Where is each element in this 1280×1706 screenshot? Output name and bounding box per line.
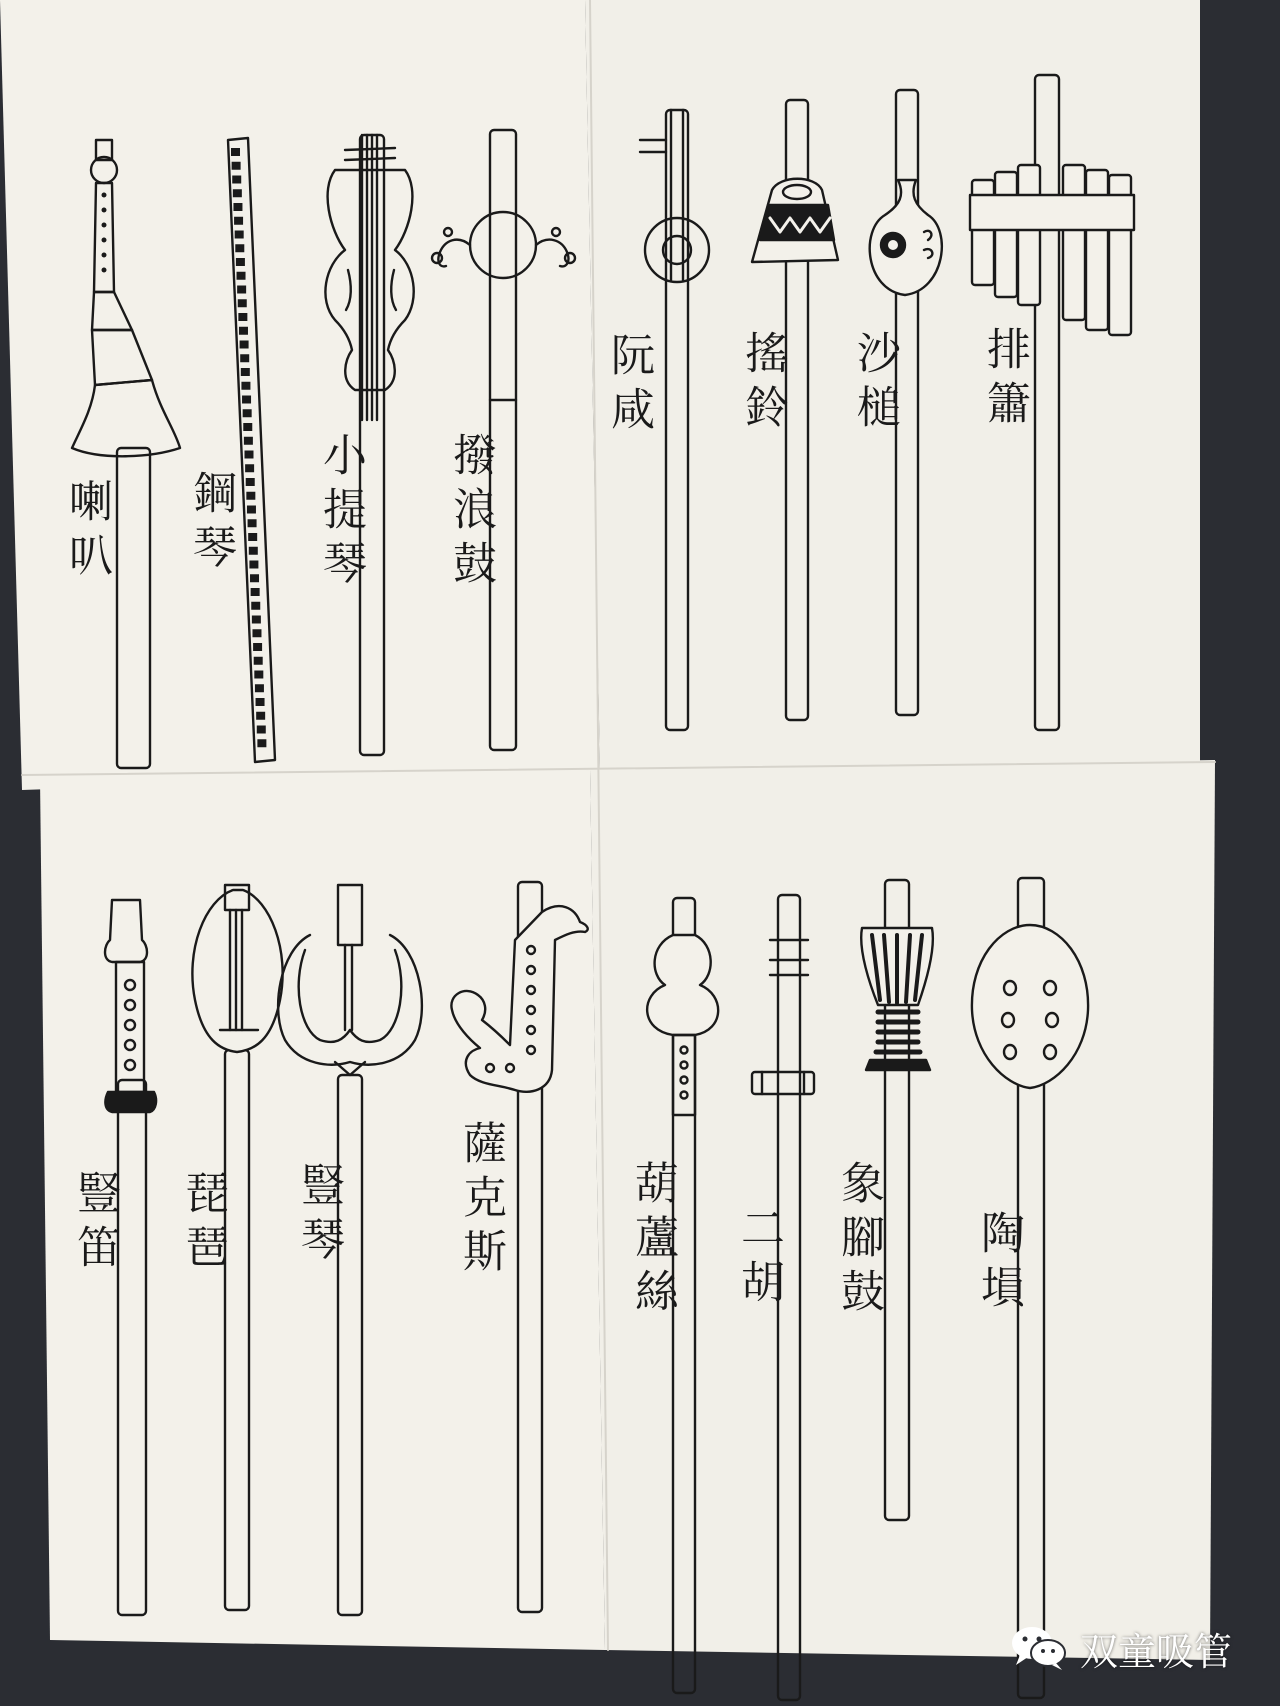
piano-black-key [243,409,252,417]
label-hulusi: 葫蘆絲 [627,1160,678,1322]
piano-black-key [233,189,242,197]
piano-black-key [257,739,266,747]
paper-bottom-right [590,760,1215,1660]
label-ruan: 阮咸 [603,332,654,440]
piano-black-key [238,299,247,307]
watermark [1010,1618,1232,1678]
label-saxophone: 薩克斯 [455,1120,506,1282]
piano-black-key [240,354,249,362]
label-violin: 小提琴 [315,432,366,594]
piano-black-key [252,616,261,624]
piano-black-key [237,272,246,280]
label-suona: 喇叭 [61,478,112,586]
piano-black-key [235,231,244,239]
piano-black-key [249,547,258,555]
piano-black-key [250,574,259,582]
label-erhu: 二胡 [733,1205,784,1313]
piano-black-key [233,203,242,211]
piano-black-key [234,217,243,225]
piano-black-key [244,437,253,445]
piano-black-key [239,327,248,335]
piano-black-key [254,657,263,665]
piano-black-key [248,533,257,541]
label-bell: 搖鈴 [737,330,788,438]
piano-black-key [256,698,265,706]
label-clarinet: 豎笛 [69,1170,120,1278]
label-elephant-drum: 象腳鼓 [833,1160,884,1322]
piano-black-key [252,629,261,637]
piano-black-key [246,492,255,500]
wechat-icon [1010,1623,1068,1673]
label-xun: 陶塤 [973,1210,1024,1318]
label-panpipe: 排簫 [979,326,1030,434]
piano-black-key [251,602,260,610]
piano-black-key [251,588,260,596]
piano-black-key [245,464,254,472]
piano-black-key [256,712,265,720]
piano-black-key [236,258,245,266]
piano-black-key [257,726,266,734]
paper-top-left [0,0,600,790]
piano-black-key [238,313,247,321]
label-harp: 豎琴 [293,1162,344,1270]
piano-black-key [235,244,244,252]
piano-black-key [232,162,241,170]
piano-black-key [243,423,252,431]
label-rattle-drum: 撥浪鼓 [445,432,496,594]
piano-black-key [248,519,257,527]
piano-black-key [255,684,264,692]
piano-black-key [241,382,250,390]
piano-black-key [246,478,255,486]
piano-black-key [242,396,251,404]
piano-black-key [232,176,241,184]
piano-black-key [240,341,249,349]
piano-black-key [249,561,258,569]
label-piano: 鋼琴 [185,470,236,578]
watermark-text: 双童吸管 [1080,1629,1233,1674]
piano-black-key [241,368,250,376]
label-pipa: 琵琶 [177,1170,228,1278]
piano-black-key [237,286,246,294]
piano-black-key [247,506,256,514]
piano-black-key [254,671,263,679]
piano-black-key [231,148,240,156]
label-maraca: 沙槌 [849,330,900,438]
piano-black-key [245,451,254,459]
piano-black-key [253,643,262,651]
